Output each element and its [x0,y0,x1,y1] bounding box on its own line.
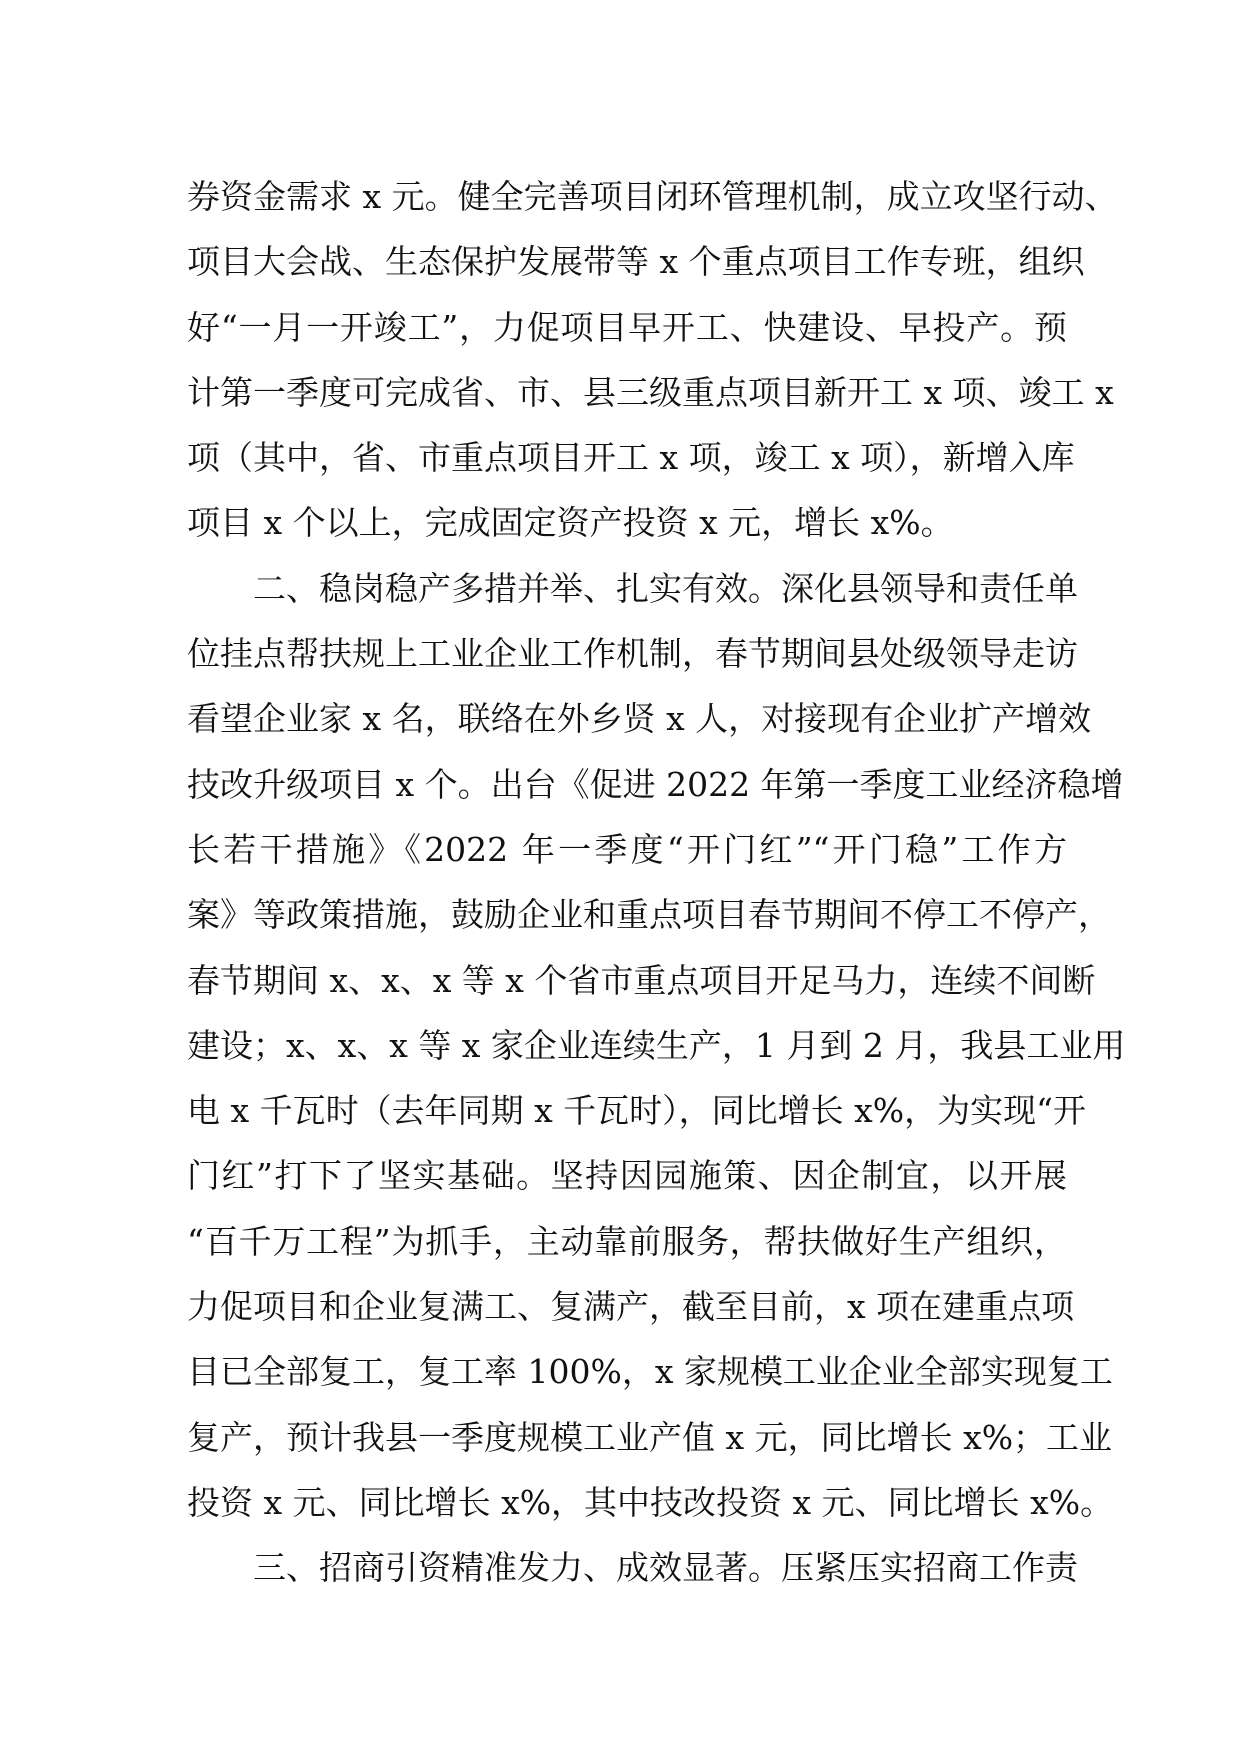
text-line: 好“一月一开竣工”，力促项目早开工、快建设、早投产。预 [187,307,1067,347]
text-line: 位挂点帮扶规上工业企业工作机制，春节期间县处级领导走访 [187,634,1078,674]
text-line: 春节期间 x、x、x 等 x 个省市重点项目开足马力，连续不间断 [187,960,1096,1000]
text-line: 案》等政策措施，鼓励企业和重点项目春节期间不停工不停产， [187,895,1111,935]
text-line: 项（其中，省、市重点项目开工 x 项，竣工 x 项），新增入库 [187,438,1075,478]
text-line: 技改升级项目 x 个。出台《促进 2022 年第一季度工业经济稳增 [187,764,1124,804]
text-line: 看望企业家 x 名，联络在外乡贤 x 人，对接现有企业扩产增效 [187,699,1092,739]
text-line: 计第一季度可完成省、市、县三级重点项目新开工 x 项、竣工 x [187,372,1114,412]
text-line: 建设；x、x、x 等 x 家企业连续生产，1 月到 2 月，我县工业用 [187,1025,1126,1065]
text-line: 目已全部复工，复工率 100%，x 家规模工业企业全部实现复工 [187,1352,1113,1392]
text-line: 电 x 千瓦时（去年同期 x 千瓦时），同比增长 x%，为实现“开 [187,1091,1087,1131]
body-text [187,164,1126,1601]
text-line: “百千万工程”为抓手，主动靠前服务，帮扶做好生产组织， [187,1221,1067,1261]
text-line: 力促项目和企业复满工、复满产，截至目前，x 项在建重点项 [187,1287,1075,1327]
text-line: 投资 x 元、同比增长 x%，其中技改投资 x 元、同比增长 x%。 [187,1482,1114,1522]
section-heading-line: 二、稳岗稳产多措并举、扎实有效。深化县领导和责任单 [253,568,1078,608]
section-heading-line: 三、招商引资精准发力、成效显著。压紧压实招商工作责 [253,1548,1078,1588]
text-line: 长若干措施》《2022 年一季度“开门红”“开门稳”工作方 [187,829,1067,869]
text-line: 券资金需求 x 元。健全完善项目闭环管理机制，成立攻坚行动、 [187,177,1118,216]
text-line: 项目大会战、生态保护发展带等 x 个重点项目工作专班，组织 [187,242,1085,282]
text-line: 门红”打下了坚实基础。坚持因园施策、因企制宜，以开展 [187,1156,1067,1196]
text-line: 项目 x 个以上，完成固定资产投资 x 元，增长 x%。 [187,503,954,543]
text-line: 复产，预计我县一季度规模工业产值 x 元，同比增长 x%；工业 [187,1417,1113,1457]
